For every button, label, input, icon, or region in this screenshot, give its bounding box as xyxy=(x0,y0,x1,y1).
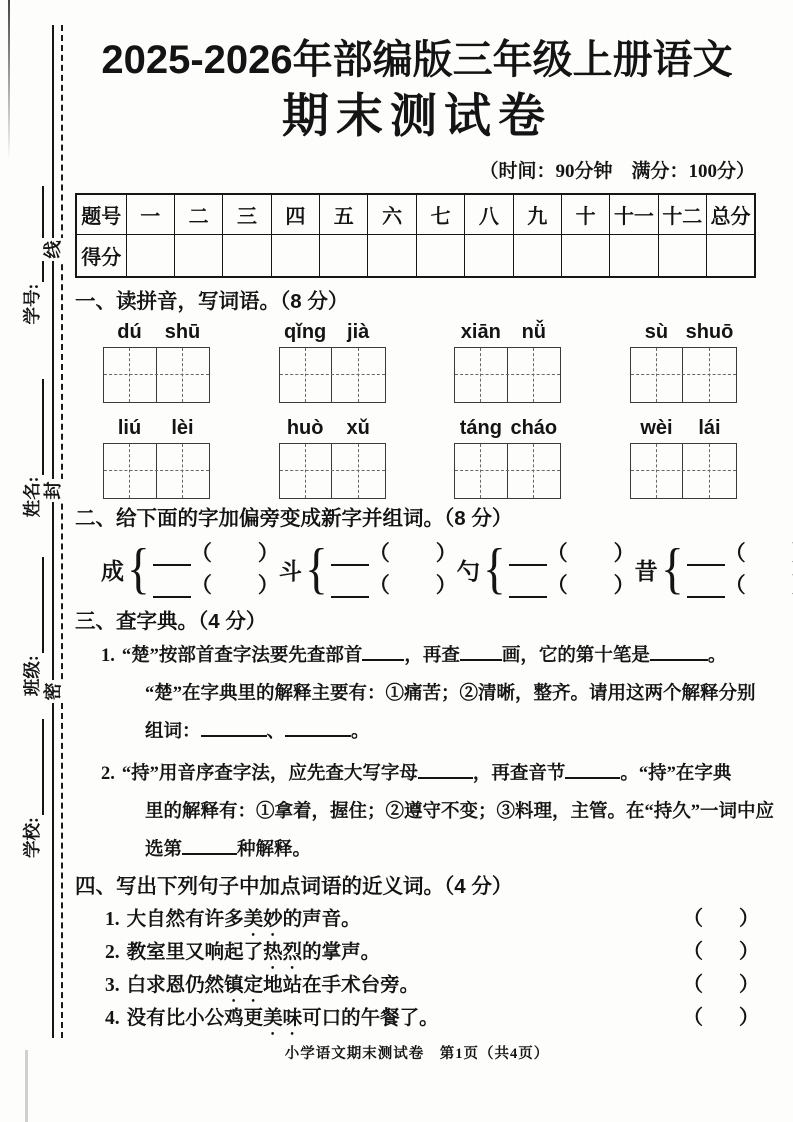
section2-heading: 二、给下面的字加偏旁变成新字并组词。（8 分） xyxy=(75,507,513,530)
pinyin-syllable: xǔ xyxy=(346,417,370,439)
writing-grid xyxy=(103,443,210,499)
dictionary-items xyxy=(75,637,775,869)
score-table-header-row xyxy=(76,194,755,234)
grid-guide-line xyxy=(709,444,710,498)
answer-blank xyxy=(509,578,547,598)
close-paren: ） xyxy=(435,540,457,565)
grid-guide-line xyxy=(104,470,209,471)
scan-edge-artifact-top xyxy=(8,0,10,160)
pinyin-label xyxy=(103,321,210,344)
text-segment: “持”用音序查字法，应先查大写字母 xyxy=(121,764,418,784)
writing-grid xyxy=(279,443,386,499)
answer-column xyxy=(509,541,635,598)
open-paren: （ xyxy=(724,572,746,597)
emphasized-word: 美味 xyxy=(263,1008,303,1029)
student-info-blank xyxy=(29,186,44,282)
student-info-unit xyxy=(19,379,44,518)
student-info-unit xyxy=(19,186,44,325)
grid-guide-line xyxy=(182,444,183,498)
grid-guide-line xyxy=(280,374,385,375)
grid-guide-line xyxy=(129,444,130,498)
open-paren: （ xyxy=(724,540,746,565)
section1-heading: 一、读拼音，写词语。（8 分） xyxy=(75,290,349,313)
grid-guide-line xyxy=(455,374,560,375)
brace-glyph: { xyxy=(127,538,150,600)
section4-heading: 四、写出下列句子中加点词语的近义词。（4 分） xyxy=(75,875,513,898)
close-paren: ） xyxy=(739,1007,759,1029)
dictionary-item-line xyxy=(101,755,759,793)
grid-guide-line xyxy=(358,348,359,402)
score-cell-empty xyxy=(223,234,271,277)
item-number: 1. xyxy=(105,909,120,930)
emphasized-word: 美妙 xyxy=(243,909,283,930)
sentence-pre: 大自然有许多 xyxy=(126,909,244,930)
student-info-label: 学号: xyxy=(22,283,42,325)
grid-guide-line xyxy=(156,444,157,498)
score-cell-empty xyxy=(465,234,513,277)
dictionary-item-line xyxy=(145,713,759,751)
answer-column xyxy=(687,541,793,598)
score-cell-empty xyxy=(126,234,174,277)
pinyin-label xyxy=(279,417,386,440)
student-info-blank xyxy=(29,557,44,653)
answer-column xyxy=(331,541,457,598)
open-paren: （ xyxy=(368,572,390,597)
grid-guide-line xyxy=(182,348,183,402)
pinyin-syllable: jià xyxy=(347,321,370,343)
pinyin-label xyxy=(630,417,737,440)
writing-grid xyxy=(279,347,386,403)
pinyin-grid-row-2 xyxy=(75,417,759,499)
student-info-blank xyxy=(29,379,44,475)
pinyin-grid-row-1 xyxy=(75,321,759,403)
item-number: 2. xyxy=(105,942,120,963)
brace-glyph: { xyxy=(304,538,328,600)
answer-parens xyxy=(683,902,759,931)
open-paren: （ xyxy=(683,908,703,930)
radical-group xyxy=(457,538,635,600)
main-content xyxy=(75,0,775,1034)
pinyin-word-group xyxy=(454,321,561,403)
open-paren: （ xyxy=(546,572,568,597)
score-cell-empty xyxy=(416,234,464,277)
dictionary-item-line xyxy=(145,831,759,869)
seal-character: 线 xyxy=(42,238,65,261)
pinyin-word-group xyxy=(103,321,210,403)
text-segment: ，再查 xyxy=(404,646,460,666)
synonym-item xyxy=(75,1001,759,1034)
score-col-一: 一 xyxy=(126,194,174,234)
text-segment: 画，它的第十笔是 xyxy=(501,646,650,666)
pinyin-word-group xyxy=(454,417,561,499)
grid-guide-line xyxy=(656,444,657,498)
open-paren: （ xyxy=(190,572,212,597)
brace-glyph: { xyxy=(660,538,684,600)
text-segment: 选第 xyxy=(145,840,183,860)
answer-line xyxy=(331,573,457,598)
answer-column xyxy=(153,541,279,598)
text-segment: 种解释。 xyxy=(237,840,312,860)
pinyin-syllable: liú xyxy=(117,417,142,439)
open-paren: （ xyxy=(683,1007,703,1029)
seal-line-dashed xyxy=(61,25,63,1038)
pinyin-word-group xyxy=(630,321,737,403)
pinyin-syllable: wèi xyxy=(640,417,673,439)
answer-line xyxy=(687,541,793,566)
answer-blank xyxy=(331,578,369,598)
fill-in-blank xyxy=(362,643,404,661)
close-paren: ） xyxy=(739,908,759,930)
item-number: 2. xyxy=(101,764,115,784)
student-info-unit xyxy=(19,557,44,696)
fill-in-blank xyxy=(182,837,237,855)
score-cell-empty xyxy=(707,234,756,277)
brace-glyph: { xyxy=(482,538,506,600)
base-character: 昔 xyxy=(634,558,658,584)
grid-guide-line xyxy=(656,348,657,402)
page-footer: 小学语文期末测试卷 第1页（共4页） xyxy=(284,1046,550,1062)
synonym-item xyxy=(75,902,759,935)
grid-guide-line xyxy=(480,348,481,402)
pinyin-word-group xyxy=(103,417,210,499)
answer-blank xyxy=(687,546,725,566)
item-number: 3. xyxy=(105,975,120,996)
grid-guide-line xyxy=(104,374,209,375)
score-col-九: 九 xyxy=(513,194,561,234)
answer-blank xyxy=(509,546,547,566)
dictionary-item-line xyxy=(145,793,775,831)
answer-blank xyxy=(153,546,191,566)
pinyin-word-group xyxy=(279,321,386,403)
sentence-pre: 没有比小公鸡更 xyxy=(126,1008,264,1029)
grid-guide-line xyxy=(682,444,683,498)
grid-guide-line xyxy=(455,470,560,471)
grid-guide-line xyxy=(631,470,736,471)
radical-group xyxy=(279,538,457,600)
pinyin-label xyxy=(454,321,561,344)
score-col-七: 七 xyxy=(416,194,464,234)
answer-line xyxy=(509,541,635,566)
pinyin-syllable: xiān xyxy=(460,321,501,343)
pinyin-word-group xyxy=(279,417,386,499)
sentence-pre: 教室里又响起了 xyxy=(126,942,264,963)
answer-blank xyxy=(687,578,725,598)
score-col-label: 题号 xyxy=(76,194,126,234)
emphasized-word: 热烈 xyxy=(263,942,303,963)
grid-guide-line xyxy=(305,348,306,402)
score-col-二: 二 xyxy=(174,194,222,234)
base-character: 勺 xyxy=(456,558,480,584)
score-col-六: 六 xyxy=(368,194,416,234)
pinyin-word-group xyxy=(630,417,737,499)
student-info-label: 姓名: xyxy=(22,476,42,518)
item-number: 4. xyxy=(105,1008,120,1029)
sentence-post: 可口的午餐了。 xyxy=(302,1008,439,1029)
writing-grid xyxy=(630,347,737,403)
radical-exercise-row xyxy=(75,536,759,602)
seal-character: 封 xyxy=(42,479,65,502)
score-cell-empty xyxy=(561,234,609,277)
grid-guide-line xyxy=(305,444,306,498)
grid-guide-line xyxy=(682,348,683,402)
sentence-post: 的掌声。 xyxy=(302,942,381,963)
score-cell-empty xyxy=(320,234,368,277)
text-segment: “楚”在字典里的解释主要有：①痛苦；②清晰，整齐。请用这两个解释分别 xyxy=(145,684,756,704)
base-character: 斗 xyxy=(278,558,302,584)
score-cell-empty xyxy=(174,234,222,277)
answer-line xyxy=(153,541,279,566)
score-col-三: 三 xyxy=(223,194,271,234)
open-paren: （ xyxy=(546,540,568,565)
grid-guide-line xyxy=(480,444,481,498)
writing-grid xyxy=(103,347,210,403)
answer-line xyxy=(509,573,635,598)
score-cell-empty xyxy=(513,234,561,277)
open-paren: （ xyxy=(683,941,703,963)
score-col-十二: 十二 xyxy=(658,194,706,234)
student-info-labels xyxy=(14,118,44,858)
synonym-items xyxy=(75,902,759,1034)
score-table xyxy=(75,193,756,278)
grid-guide-line xyxy=(709,348,710,402)
score-col-八: 八 xyxy=(465,194,513,234)
grid-guide-line xyxy=(507,348,508,402)
answer-parens xyxy=(683,935,759,964)
synonym-item xyxy=(75,935,759,968)
close-paren: ） xyxy=(739,974,759,996)
score-table-score-row xyxy=(76,234,755,277)
grid-guide-line xyxy=(631,374,736,375)
pinyin-syllable: shū xyxy=(164,321,201,343)
score-col-总分: 总分 xyxy=(707,194,756,234)
writing-grid xyxy=(630,443,737,499)
student-info-unit xyxy=(19,719,44,858)
pinyin-syllable: huò xyxy=(286,417,324,439)
open-paren: （ xyxy=(368,540,390,565)
pinyin-syllable: lèi xyxy=(171,417,194,439)
text-segment: 。“持”在字典 xyxy=(620,764,732,784)
dictionary-item xyxy=(75,755,775,869)
pinyin-label xyxy=(630,321,737,344)
pinyin-label xyxy=(454,417,561,440)
text-segment: 组词： xyxy=(145,722,201,742)
dictionary-item xyxy=(75,637,759,751)
pinyin-syllable: táng xyxy=(459,417,502,439)
paper-title-line2: 期末测试卷 xyxy=(282,89,552,142)
answer-line xyxy=(331,541,457,566)
scan-edge-artifact-bottom xyxy=(25,1050,28,1122)
score-col-十一: 十一 xyxy=(610,194,658,234)
emphasized-word: 镇定 xyxy=(224,975,264,996)
answer-parens xyxy=(683,1001,759,1030)
seal-character: 密 xyxy=(42,680,65,703)
answer-line xyxy=(153,573,279,598)
seal-line-solid xyxy=(52,25,54,1038)
pinyin-syllable: qǐng xyxy=(284,321,327,343)
pinyin-syllable: nǚ xyxy=(521,321,547,343)
grid-guide-line xyxy=(533,444,534,498)
dictionary-item-line xyxy=(101,637,759,675)
item-number: 1. xyxy=(101,646,115,666)
grid-guide-line xyxy=(533,348,534,402)
score-cell-empty xyxy=(610,234,658,277)
text-segment: ，再查音节 xyxy=(472,764,566,784)
text-segment: 。 xyxy=(707,646,727,666)
grid-guide-line xyxy=(507,444,508,498)
fill-in-blank xyxy=(418,761,473,779)
pinyin-syllable: shuō xyxy=(685,321,734,343)
answer-blank xyxy=(153,578,191,598)
fill-in-blank xyxy=(460,643,502,661)
radical-group xyxy=(101,538,279,600)
grid-guide-line xyxy=(129,348,130,402)
pinyin-syllable: lái xyxy=(698,417,721,439)
dictionary-item-line xyxy=(145,675,759,713)
student-info-label: 班级: xyxy=(22,655,42,697)
text-segment: “楚”按部首查字法要先查部首 xyxy=(121,646,363,666)
answer-line xyxy=(687,573,793,598)
close-paren: ） xyxy=(613,540,635,565)
sentence xyxy=(127,1002,439,1040)
student-info-blank xyxy=(29,719,44,815)
text-segment: 里的解释有：①拿着，握住；②遵守不变；③料理，主管。在“持久”一词中应 xyxy=(145,802,775,822)
fill-in-blank xyxy=(285,719,351,737)
grid-guide-line xyxy=(280,470,385,471)
grid-guide-line xyxy=(156,348,157,402)
score-cell-empty xyxy=(368,234,416,277)
sentence-pre: 白求恩仍然 xyxy=(126,975,225,996)
open-paren: （ xyxy=(190,540,212,565)
text-segment: 。 xyxy=(351,722,370,742)
pinyin-syllable: sù xyxy=(644,321,669,343)
score-col-十: 十 xyxy=(561,194,609,234)
grid-guide-line xyxy=(331,444,332,498)
section3-heading: 三、查字典。（4 分） xyxy=(75,610,267,633)
grid-guide-line xyxy=(358,444,359,498)
close-paren: ） xyxy=(739,941,759,963)
writing-grid xyxy=(454,443,561,499)
score-row-label: 得分 xyxy=(76,234,126,277)
fill-in-blank xyxy=(201,719,267,737)
radical-group xyxy=(635,538,793,600)
close-paren: ） xyxy=(257,540,279,565)
synonym-item xyxy=(75,968,759,1001)
score-col-四: 四 xyxy=(271,194,319,234)
grid-guide-line xyxy=(331,348,332,402)
close-paren: ） xyxy=(435,572,457,597)
sentence-post: 的声音。 xyxy=(282,909,361,930)
fill-in-blank xyxy=(565,761,620,779)
answer-blank xyxy=(331,546,369,566)
pinyin-syllable: dú xyxy=(117,321,142,343)
student-info-label: 学校: xyxy=(22,817,42,858)
fill-in-blank xyxy=(650,643,708,661)
answer-parens xyxy=(683,968,759,997)
score-col-五: 五 xyxy=(320,194,368,234)
paper-title-line1: 2025-2026年部编版三年级上册语文 xyxy=(101,38,733,82)
writing-grid xyxy=(454,347,561,403)
sentence-post: 地站在手术台旁。 xyxy=(263,975,420,996)
close-paren: ） xyxy=(257,572,279,597)
score-cell-empty xyxy=(271,234,319,277)
pinyin-syllable: cháo xyxy=(510,417,558,439)
exam-time-score-meta: （时间：90分钟 满分：100分） xyxy=(479,161,755,182)
score-cell-empty xyxy=(658,234,706,277)
pinyin-label xyxy=(279,321,386,344)
text-segment: 、 xyxy=(266,722,286,742)
base-character: 成 xyxy=(101,558,124,584)
pinyin-label xyxy=(103,417,210,440)
open-paren: （ xyxy=(683,974,703,996)
close-paren: ） xyxy=(613,572,635,597)
